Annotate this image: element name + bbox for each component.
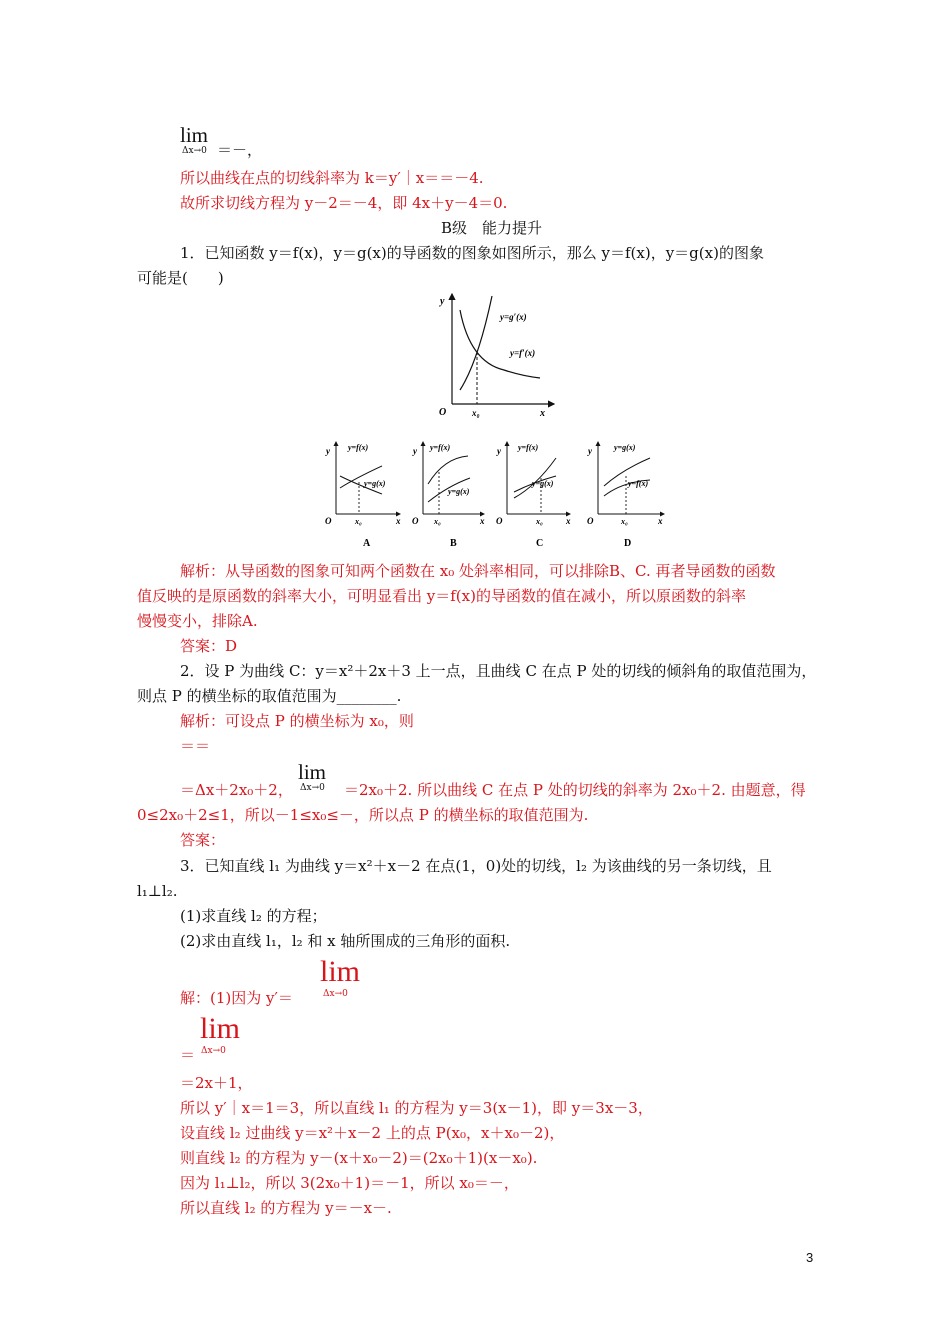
option-a-origin: O (325, 516, 332, 526)
answer-2-step: ＝2x₀＋2. 所以曲线 C 在点 P 处的切线的斜率为 2x₀＋2. 由题意，得 (344, 781, 806, 799)
option-c-y: y (497, 446, 501, 456)
answer-2-step: ＝＝ (180, 737, 211, 755)
option-b-x0: x₀ (434, 517, 441, 526)
option-a-y: y (326, 446, 330, 456)
answer-3-step: 则直线 l₂ 的方程为 y－(x＋x₀－2)＝(2x₀＋1)(x－x₀). (180, 1149, 538, 1167)
option-a-top-label: y=f(x) (348, 443, 369, 452)
option-c-bottom-label: y=g(x) (532, 479, 554, 488)
derivative-graph (430, 290, 560, 420)
question-2-cont: 则点 P 的横坐标的取值范围为________. (137, 687, 402, 705)
option-d-y: y (588, 446, 592, 456)
lim-subscript: Δx→0 (300, 783, 325, 793)
curve-g-prime (460, 296, 492, 390)
option-c-origin: O (496, 516, 503, 526)
option-c-top-label: y=f(x) (518, 443, 539, 452)
answer-3-step: ＝2x＋1， (180, 1074, 253, 1092)
question-3-cont: l₁⊥l₂. (137, 882, 178, 900)
answer-3-step: 所以 y′｜x＝1＝3，所以直线 l₁ 的方程为 y＝3(x－1)，即 y＝3x－3， (180, 1099, 653, 1117)
axis-label-x: x (540, 408, 545, 419)
option-d-letter: D (624, 538, 632, 549)
text-line: 所以曲线在点的切线斜率为 k＝y′｜x＝＝－4. (180, 169, 484, 187)
option-c-x: x (566, 516, 571, 526)
option-c-x0: x₀ (536, 517, 543, 526)
answer-1-analysis-cont: 值反映的是原函数的斜率大小，可明显看出 y＝f(x)的导函数的值在减小，所以原函数的斜率 (137, 587, 746, 605)
option-c-letter: C (536, 538, 544, 549)
answer-2: 答案： (180, 831, 226, 849)
lim-symbol: lim (320, 955, 361, 988)
section-heading: B级 能力提升 (441, 219, 543, 237)
x0-label: x₀ (472, 408, 480, 418)
option-b-top-label: y=f(x) (430, 443, 451, 452)
option-d-bottom-label: y=f(x) (628, 479, 649, 488)
option-b-origin: O (412, 516, 419, 526)
question-3: 3．已知直线 l₁ 为曲线 y＝x²＋x－2 在点(1，0)处的切线，l₂ 为该曲线的另一条切线，且 (180, 857, 772, 875)
option-a-bottom-label: y=g(x) (364, 479, 386, 488)
question-3-part-2: (2)求由直线 l₁，l₂ 和 x 轴所围成的三角形的面积. (180, 932, 511, 950)
option-b-letter: B (450, 538, 457, 549)
lim-subscript: Δx→0 (323, 989, 348, 999)
lim-symbol: lim (298, 760, 327, 784)
answer-2-step: ＝Δx＋2x₀＋2， (180, 781, 293, 799)
origin-label: O (439, 407, 447, 418)
answer-3-step: 因为 l₁⊥l₂，所以 3(2x₀＋1)＝－1，所以 x₀＝－， (180, 1174, 519, 1192)
question-1-cont: 可能是( ) (137, 269, 224, 287)
answer-1-analysis: 解析：从导函数的图象可知两个函数在 x₀ 处斜率相同，可以排除B、C. 再者导函数的函数 (180, 562, 776, 580)
option-b-y: y (413, 446, 417, 456)
option-d-top-label: y=g(x) (614, 443, 636, 452)
curve-label-f: y=f′(x) (510, 348, 536, 358)
answer-3-step: 所以直线 l₂ 的方程为 y＝－x－. (180, 1199, 392, 1217)
answer-1-analysis-cont: 慢慢变小，排除A. (137, 612, 258, 630)
text-line: 故所求切线方程为 y－2＝－4，即 4x＋y－4＝0. (180, 194, 508, 212)
answer-3-step: 设直线 l₂ 过曲线 y＝x²＋x－2 上的点 P(x₀，x＋x₀－2)， (180, 1124, 565, 1142)
axis-label-y: y (440, 296, 445, 307)
lim-symbol: lim (180, 123, 209, 147)
lim-subscript: Δx→0 (201, 1046, 226, 1056)
lim-subscript: Δx→0 (182, 146, 207, 156)
answer-3-solution: 解：(1)因为 y′＝ (180, 989, 293, 1007)
question-2: 2．设 P 为曲线 C：y＝x²＋2x＋3 上一点，且曲线 C 在点 P 处的切线的倾斜角的取值范围为， (180, 662, 817, 680)
option-a-x0: x₀ (355, 517, 362, 526)
page-number: 3 (806, 1250, 814, 1265)
question-3-part-1: (1)求直线 l₂ 的方程； (180, 907, 327, 925)
answer-3-step: ＝ (180, 1046, 196, 1064)
option-b-bottom-label: y=g(x) (448, 487, 470, 496)
curve-label-g: y=g′(x) (500, 312, 527, 322)
text-line: ＝－， (217, 141, 263, 159)
option-b-x: x (480, 516, 485, 526)
option-c-graph (496, 442, 571, 549)
option-d-origin: O (587, 516, 594, 526)
option-b-graph (412, 442, 485, 549)
answer-1: 答案：D (180, 637, 238, 655)
answer-2-analysis: 解析：可设点 P 的横坐标为 x₀，则 (180, 712, 414, 730)
option-d-graph (587, 442, 664, 549)
lim-symbol: lim (200, 1012, 241, 1045)
option-d-x0: x₀ (621, 517, 628, 526)
option-a-letter: A (363, 538, 371, 549)
answer-2-step: 0≤2x₀＋2≤1，所以－1≤x₀≤－，所以点 P 的横坐标的取值范围为. (137, 806, 589, 824)
option-a-graph (325, 442, 401, 549)
option-a-x: x (396, 516, 401, 526)
option-d-x: x (658, 516, 663, 526)
option-graphs (322, 436, 672, 550)
question-1: 1．已知函数 y＝f(x)，y＝g(x)的导函数的图象如图所示，那么 y＝f(x)，y＝g(x)的图象 (180, 244, 764, 262)
